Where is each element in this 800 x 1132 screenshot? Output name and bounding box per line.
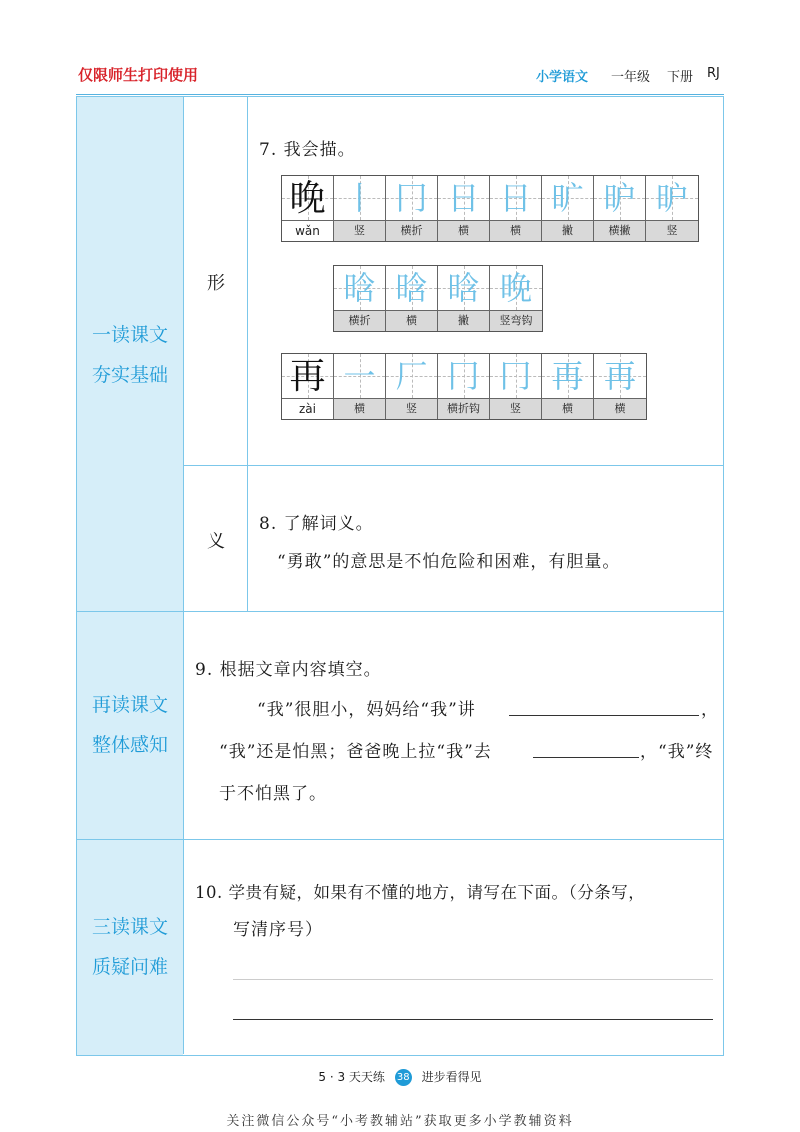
stroke-step-cell — [438, 354, 490, 419]
subject-label: 小学语文 — [536, 70, 589, 85]
answer-line-1[interactable] — [233, 979, 713, 980]
header-rule — [76, 94, 724, 95]
question-9-line3: 于不怕黑了。 — [219, 784, 327, 804]
stroke-step-glyph[interactable]: 再 — [603, 357, 636, 395]
worksheet-table — [76, 96, 724, 1056]
stroke-step-glyph[interactable]: 晗 — [343, 269, 376, 307]
stroke-step-glyph[interactable]: 昈 — [603, 179, 636, 217]
stroke-step-cell — [334, 354, 386, 419]
stroke-step-cell — [438, 266, 490, 331]
section-1-label: 一读课文 夯实基础 — [91, 324, 168, 386]
character-wan: 晚 — [289, 178, 326, 219]
character-zai: 再 — [289, 356, 326, 397]
pinyin-wan: wǎn — [282, 221, 333, 241]
question-9-line1-end: ， — [701, 700, 719, 720]
stroke-step-label: 横折 — [334, 311, 385, 331]
footer-slogan: 进步看得见 — [421, 1070, 482, 1084]
grade-label: 一年级 — [611, 70, 651, 85]
stroke-step-label: 横 — [334, 399, 385, 419]
page-number-badge: 38 — [395, 1069, 412, 1086]
stroke-step-glyph[interactable]: 冂 — [499, 357, 532, 395]
question-9-line1: “我”很胆小，妈妈给“我”讲 — [257, 700, 476, 720]
column-divider — [183, 97, 184, 1054]
stroke-step-label: 竖 — [334, 221, 385, 241]
stroke-grid-wan — [281, 175, 699, 242]
stroke-step-cell — [490, 266, 542, 331]
stroke-step-glyph[interactable]: 再 — [551, 357, 584, 395]
stroke-step-glyph[interactable]: 晗 — [447, 269, 480, 307]
stroke-step-label: 横折 — [386, 221, 437, 241]
stroke-grid-zai — [281, 353, 647, 420]
stroke-step-cell — [490, 354, 542, 419]
stroke-step-cell — [542, 176, 594, 241]
stroke-step-label: 横 — [542, 399, 593, 419]
pinyin-zai: zài — [282, 399, 333, 419]
question-7-title: 7. 我会描。 — [259, 140, 356, 160]
stroke-step-label: 横 — [490, 221, 541, 241]
stroke-step-cell — [646, 176, 698, 241]
stroke-step-glyph[interactable]: 冂 — [395, 179, 428, 217]
stroke-step-glyph[interactable]: 日 — [447, 179, 480, 217]
footer-brand: 5 · 3 天天练 — [318, 1070, 385, 1084]
stroke-step-cell — [334, 266, 386, 331]
edition-label: RJ — [707, 66, 720, 81]
stroke-step-cell — [594, 176, 646, 241]
row-divider-form-meaning — [183, 465, 723, 466]
section-3-label: 三读课文 质疑问难 — [91, 916, 168, 978]
stroke-step-cell — [542, 354, 594, 419]
stroke-step-label: 横折钩 — [438, 399, 489, 419]
stroke-step-glyph[interactable]: 昈 — [655, 179, 688, 217]
stroke-cell-main — [282, 354, 334, 419]
stroke-step-cell — [386, 354, 438, 419]
question-10-text-2: 写清序号） — [233, 920, 323, 940]
stroke-step-cell — [594, 354, 646, 419]
stroke-step-cell — [386, 176, 438, 241]
stroke-step-label: 竖弯钩 — [490, 311, 542, 331]
stroke-step-label: 横 — [386, 311, 437, 331]
answer-blank-1[interactable] — [509, 715, 699, 716]
stroke-step-label: 横 — [438, 221, 489, 241]
answer-line-2[interactable] — [233, 1019, 713, 1020]
question-10-text: 10. 学贵有疑，如果有不懂的地方，请写在下面。（分条写， — [195, 883, 646, 902]
question-8-text: “勇敢”的意思是不怕危险和困难，有胆量。 — [277, 552, 621, 572]
stroke-step-label: 竖 — [386, 399, 437, 419]
promo-note: 关注微信公众号“小考教辅站”获取更多小学教辅资料 — [226, 1114, 574, 1129]
subcolumn-divider — [247, 97, 248, 611]
stroke-step-cell — [334, 176, 386, 241]
stroke-step-label: 竖 — [490, 399, 541, 419]
stroke-step-cell — [438, 176, 490, 241]
stroke-step-glyph[interactable]: 丨 — [343, 179, 376, 217]
stroke-step-glyph[interactable]: 晗 — [395, 269, 428, 307]
answer-blank-2[interactable] — [533, 757, 639, 758]
term-label: 下册 — [667, 70, 694, 85]
form-label: 形 — [207, 273, 225, 294]
meaning-label: 义 — [207, 531, 225, 552]
stroke-step-label: 撇 — [438, 311, 489, 331]
page-footer — [0, 1068, 800, 1086]
stroke-step-glyph[interactable]: 冂 — [447, 357, 480, 395]
stroke-step-label: 撇 — [542, 221, 593, 241]
print-notice: 仅限师生打印使用 — [78, 66, 199, 84]
stroke-step-label: 竖 — [646, 221, 698, 241]
stroke-step-glyph[interactable]: 一 — [343, 357, 376, 395]
row-divider-section-3 — [77, 839, 723, 840]
stroke-step-glyph[interactable]: 厂 — [395, 357, 428, 395]
stroke-grid-wan-continued — [333, 265, 543, 332]
stroke-step-cell — [490, 176, 542, 241]
stroke-step-glyph[interactable]: 旷 — [551, 179, 584, 217]
stroke-step-label: 横 — [594, 399, 646, 419]
stroke-cell-main — [282, 176, 334, 241]
stroke-step-glyph[interactable]: 日 — [499, 179, 532, 217]
row-divider-section-2 — [77, 611, 723, 612]
question-9-title: 9. 根据文章内容填空。 — [195, 660, 382, 680]
section-2-label: 再读课文 整体感知 — [91, 694, 168, 756]
stroke-step-label: 横撇 — [594, 221, 645, 241]
stroke-step-glyph[interactable]: 晚 — [499, 269, 532, 307]
question-9-line2: “我”还是怕黑；爸爸晚上拉“我”去 — [219, 742, 492, 762]
question-9-line2-end: ，“我”终 — [640, 742, 714, 762]
stroke-step-cell — [386, 266, 438, 331]
question-8-title: 8. 了解词义。 — [259, 514, 374, 534]
